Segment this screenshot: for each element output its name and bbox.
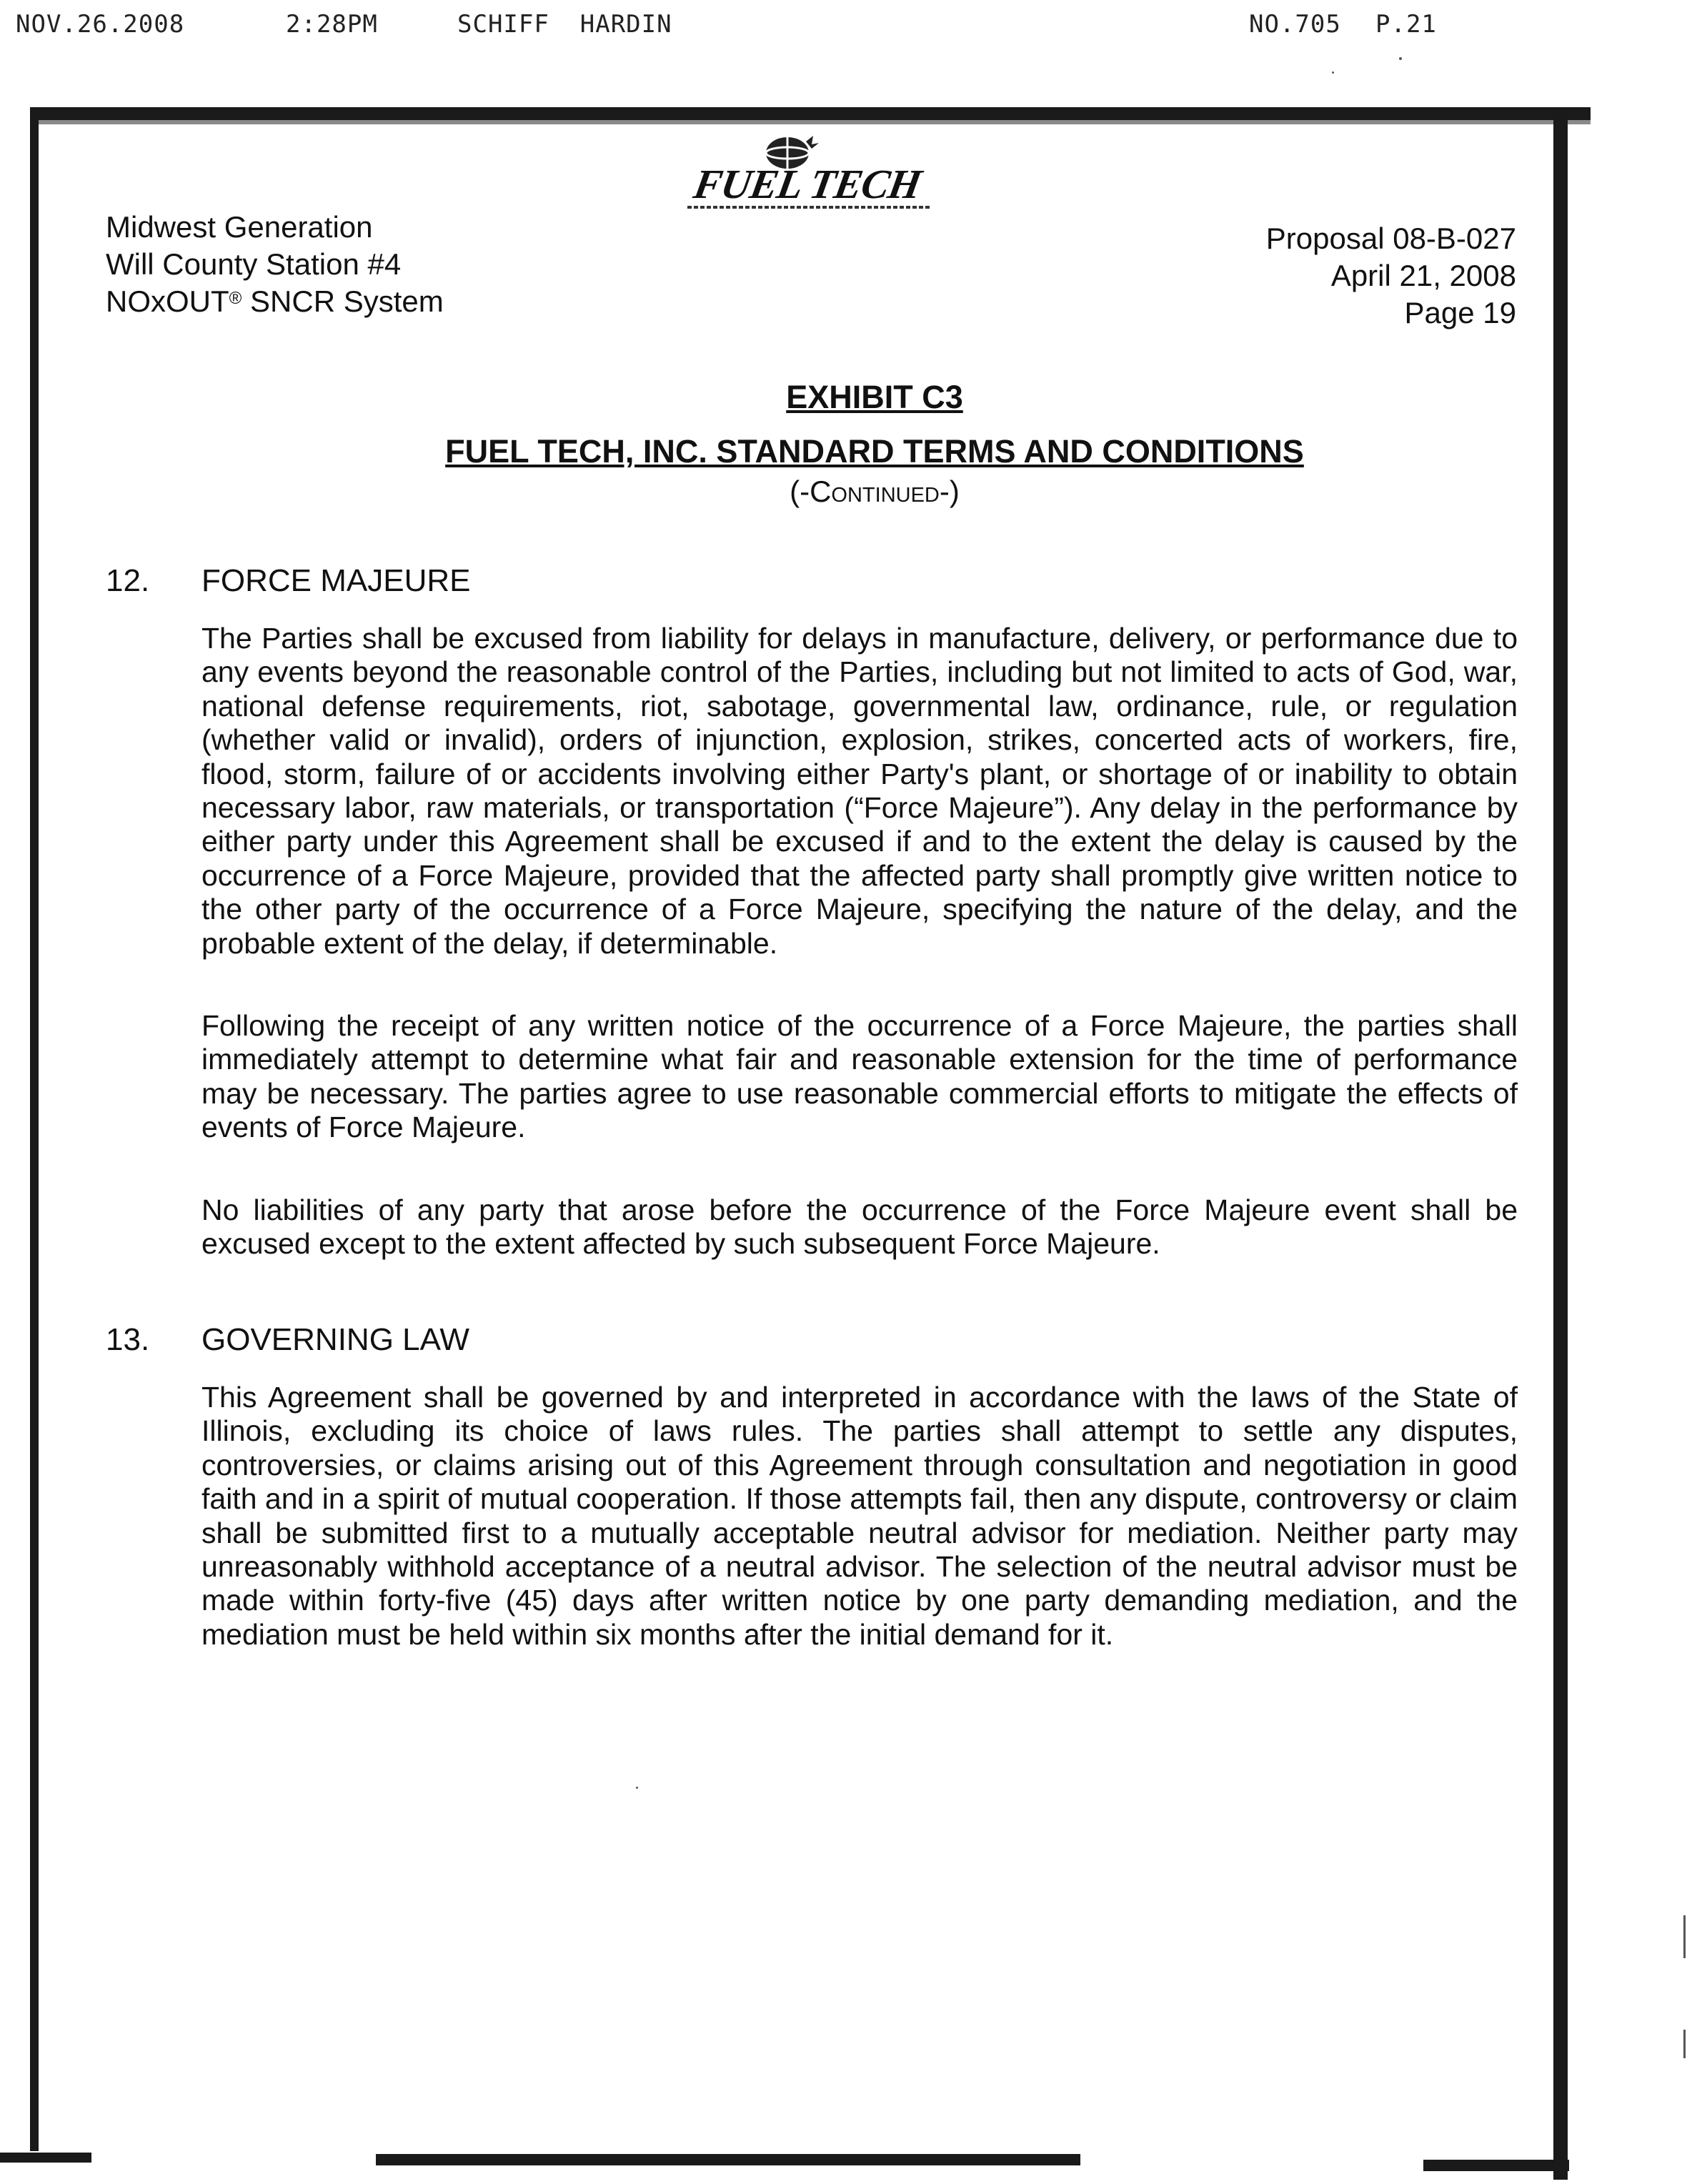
logo-wordmark: FUEL TECH — [690, 161, 925, 207]
page-frame-top-shadow — [30, 120, 1591, 124]
proposal-date: April 21, 2008 — [1330, 259, 1516, 292]
scan-speck — [1332, 71, 1334, 74]
fax-sender: SCHIFF HARDIN — [457, 10, 672, 39]
system-name — [106, 283, 444, 320]
paragraph: Following the receipt of any written notice of the occurrence of a Force Majeure, the parties shall immediately attempt to determine what fair and reasonable extension for the time of performance may be necessary. The parties agree to use reasonable commercial efforts to mitigate the effects of events of Force Majeure. — [201, 1009, 1518, 1144]
scan-speck — [636, 1787, 638, 1789]
paragraph: The Parties shall be excused from liability for delays in manufacture, delivery, or performance due to any events beyond the reasonable control of the Parties, including but not limited to acts of God, war, national defense requirements, riot, sabotage, governmental law, ordinance, rule, or regulation (whether valid or invalid), orders of injunction, explosion, strikes, concerted acts of workers, fire, flood, storm, failure of or accidents involving either Party's plant, or shortage of or inability to obtain necessary labor, raw materials, or transportation (“Force Majeure”). Any delay in the performance by either party under this Agreement shall be excused if and to the extent the delay is caused by the occurrence of a Force Majeure, provided that the affected party shall promptly give written notice to the other party of the occurrence of a Force Majeure, specifying the nature of the delay, and the probable extent of the delay, if determinable. — [201, 622, 1518, 960]
page-number: Page 19 — [1404, 296, 1516, 329]
station-name: Will County Station #4 — [106, 247, 402, 281]
client-info — [106, 209, 444, 320]
client-name: Midwest Generation — [106, 210, 373, 244]
scan-speck — [1399, 57, 1402, 60]
fax-number: NO.705 — [1249, 10, 1341, 39]
page-frame-right — [1553, 107, 1568, 2180]
scan-mark-bottom-middle — [376, 2154, 1080, 2165]
scan-speck — [1683, 2030, 1686, 2058]
section-title: FORCE MAJEURE — [201, 563, 471, 598]
registered-mark: ® — [229, 289, 242, 308]
document-subtitle: (-Continued-) — [790, 475, 960, 508]
fuel-tech-logo — [666, 129, 937, 214]
paragraph: This Agreement shall be governed by and interpreted in accordance with the laws of the State of Illinois, excluding its choice of laws rules. The parties shall attempt to settle any disputes, controversies, or claims arising out of this Agreement through consultation and negotiation in good faith and in a spirit of mutual cooperation. If those attempts fail, then any dispute, controversy or claim shall be submitted first to a mutually acceptable neutral advisor for mediation. Neither party may unreasonably withhold acceptance of a neutral advisor. The selection of the neutral advisor must be made within forty-five (45) days after written notice by one party demanding mediation, and the mediation must be held within six months after the initial demand for it. — [201, 1381, 1518, 1651]
section-heading-force-majeure — [106, 563, 470, 599]
section-number: 12. — [106, 563, 150, 598]
page-frame-top — [30, 107, 1591, 120]
section-title: GOVERNING LAW — [201, 1322, 469, 1357]
proposal-number: Proposal 08-B-027 — [1265, 222, 1516, 255]
section-number: 13. — [106, 1322, 150, 1357]
exhibit-title: EXHIBIT C3 — [786, 379, 963, 415]
fax-header — [0, 4, 1692, 41]
fax-date: NOV.26.2008 — [16, 10, 185, 39]
system-brand: NOxOUT — [106, 284, 229, 318]
document-title: FUEL TECH, INC. STANDARD TERMS AND CONDITIONS — [445, 433, 1304, 470]
fax-page: P.21 — [1375, 10, 1437, 39]
system-type: SNCR System — [242, 284, 444, 318]
proposal-info — [1266, 220, 1516, 332]
scan-mark-bottom-right — [1423, 2160, 1569, 2171]
scan-mark-bottom-left — [0, 2153, 91, 2163]
section-heading-governing-law — [106, 1322, 469, 1358]
scan-speck — [1683, 1915, 1686, 1958]
fax-time: 2:28PM — [286, 10, 378, 39]
paragraph: No liabilities of any party that arose before the occurrence of the Force Majeure event shall be excused except to the extent affected by such subsequent Force Majeure. — [201, 1193, 1518, 1261]
